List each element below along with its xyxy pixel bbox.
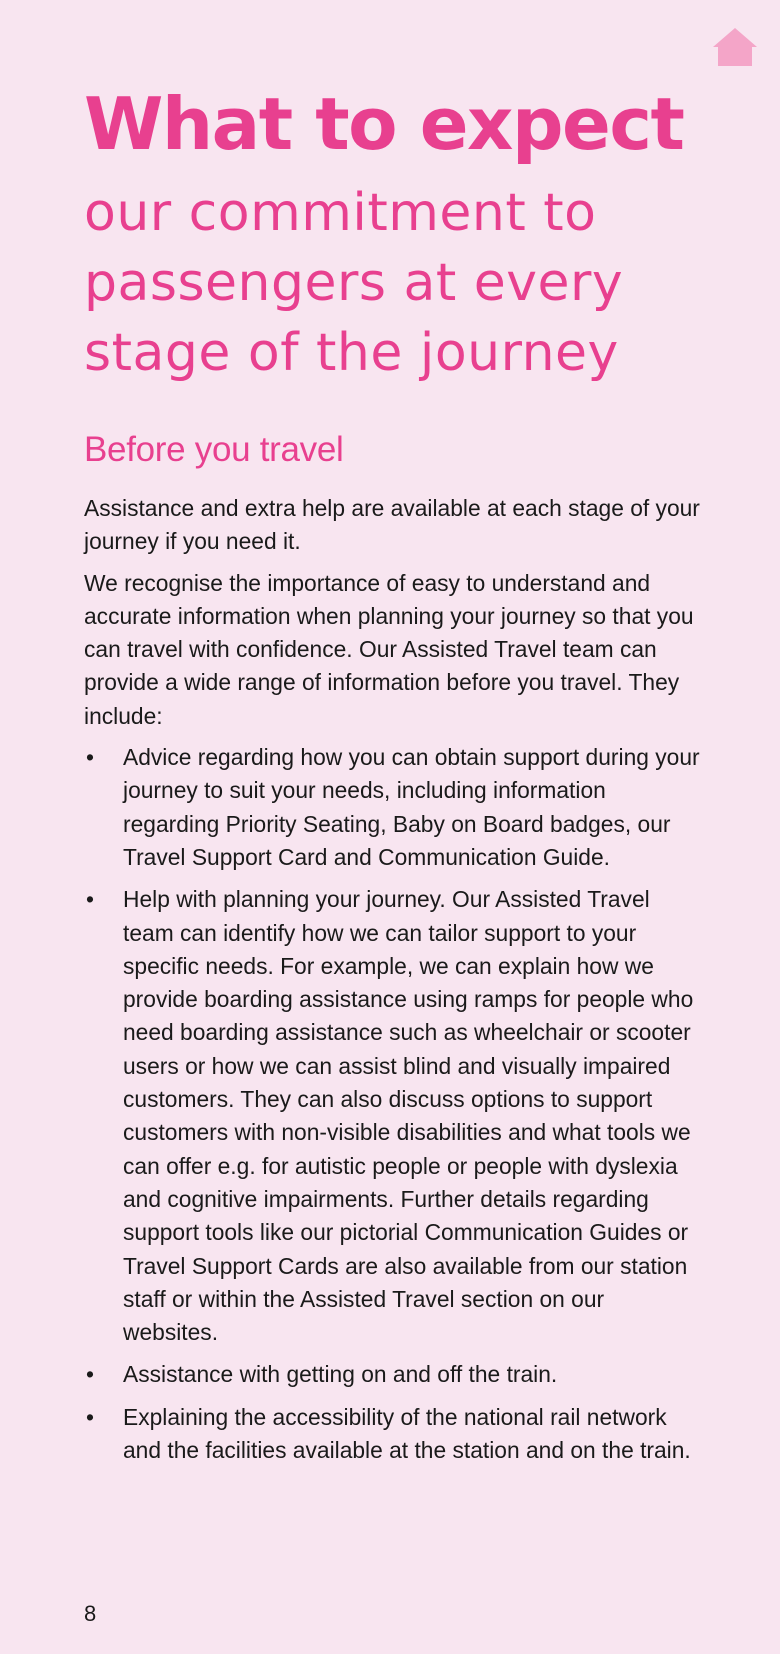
home-button[interactable] (712, 27, 758, 67)
list-item-text: Advice regarding how you can obtain support during your journey to suit your needs, including information regarding Priority Seating, Baby on Board badges, our Travel Support Card and Communication Guide. (123, 744, 700, 870)
bullet-icon: • (86, 1361, 94, 1388)
page-title: What to expect (84, 82, 684, 166)
list-item (84, 741, 702, 874)
list-item-text: Assistance with getting on and off the train. (123, 1361, 558, 1388)
section-heading: Before you travel (84, 430, 344, 469)
section-body (84, 492, 702, 1476)
list-item (84, 1358, 702, 1391)
subtitle-line: stage of the journey (84, 323, 619, 383)
subtitle-line: our commitment to (84, 183, 597, 243)
bullet-icon: • (86, 886, 94, 913)
bullet-icon: • (86, 744, 94, 771)
page-number: 8 (84, 1601, 97, 1626)
list-item-text: Explaining the accessibility of the national rail network and the facilities available at the station and on the train. (123, 1403, 691, 1464)
list-item-text: Help with planning your journey. Our Assisted Travel team can identify how we can tailor support to your specific needs. For example, we can explain how we provide boarding assistance using ramps for people who need boarding assistance such as wheelchair or scooter users or how we can assist blind and visually impaired customers. They can also discuss options to support customers with non-visible disabilities and what tools we can offer e.g. for autistic people or people with dyslexia and cognitive impairments. Further details regarding support tools like our pictorial Communication Guides or Travel Support Cards are also available from our station staff or within the Assisted Travel section on our websites. (123, 886, 694, 1346)
subtitle-line: passengers at every (84, 253, 624, 313)
info-paragraph: We recognise the importance of easy to understand and accurate information when planning your journey so that you can travel with confidence. Our Assisted Travel team can provide a wide range of information before you travel. They include: (84, 569, 694, 729)
house-icon (712, 27, 758, 67)
list-item (84, 1401, 702, 1468)
bullet-icon: • (86, 1403, 94, 1430)
list-item (84, 883, 702, 1349)
intro-paragraph: Assistance and extra help are available at each stage of your journey if you need it. (84, 495, 700, 555)
page-subtitle (84, 178, 724, 388)
bullet-list (84, 741, 702, 1467)
